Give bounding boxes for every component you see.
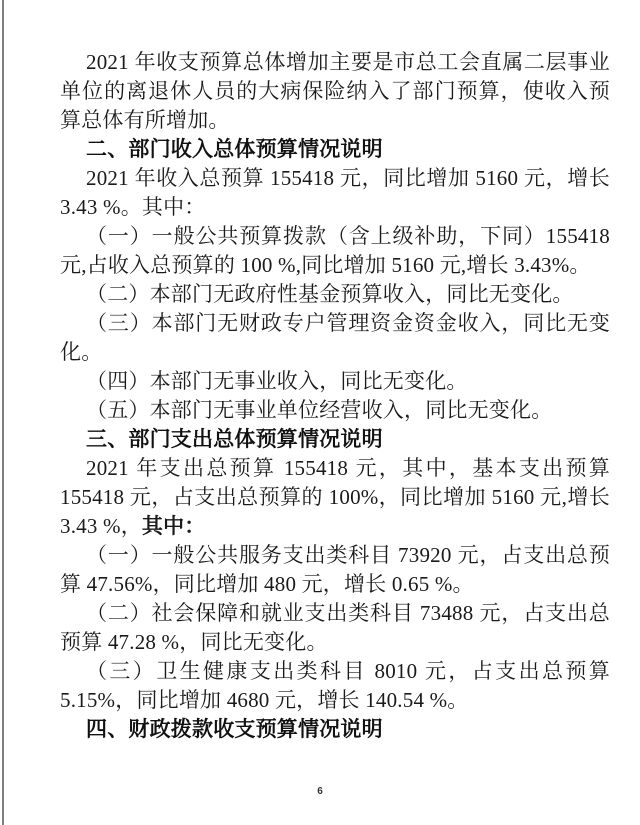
paragraph-budget-increase-reason: 2021 年收支预算总体增加主要是市总工会直属二层事业单位的离退休人员的大病保险纳入了部门预算，使收入预算总体有所增加。 bbox=[60, 50, 610, 132]
paragraph-income-total: 2021 年收入总预算 155418 元，同比增加 5160 元，增长 3.43 %。其中： bbox=[60, 166, 610, 219]
paragraph-expenditure-item-1-general-public-service: （一）一般公共服务支出类科目 73920 元，占支出总预算 47.56%，同比增加 480 元，增长 0.65 %。 bbox=[60, 543, 610, 596]
page-number: 6 bbox=[317, 786, 323, 797]
paragraph-income-item-1-general-public-budget: （一）一般公共预算拨款（含上级补助，下同）155418 元,占收入总预算的 100 %,同比增加 5160 元,增长 3.43%。 bbox=[60, 224, 610, 277]
paragraph-expenditure-total-text: 2021 年支出总预算 155418 元，其中，基本支出预算 155418 元，占支出总预算的 100%，同比增加 5160 元,增长 3.43 %， bbox=[60, 456, 610, 538]
heading-section-4-fiscal-appropriation: 四、财政拨款收支预算情况说明 bbox=[86, 718, 383, 741]
paragraph-expenditure-total-bold-tail: 其中： bbox=[141, 515, 206, 538]
heading-section-2-income-overview: 二、部门收入总体预算情况说明 bbox=[86, 138, 383, 161]
paragraph-expenditure-total bbox=[60, 454, 610, 541]
page-edge-line bbox=[2, 0, 4, 825]
paragraph-income-item-4-business-income: （四）本部门无事业收入，同比无变化。 bbox=[86, 369, 468, 393]
paragraph-expenditure-item-3-health: （三）卫生健康支出类科目 8010 元，占支出总预算 5.15%，同比增加 4680 元，增长 140.54 %。 bbox=[60, 659, 610, 712]
paragraph-income-item-3-fiscal-special-account: （三）本部门无财政专户管理资金资金收入，同比无变化。 bbox=[60, 311, 610, 364]
heading-section-3-expenditure-overview: 三、部门支出总体预算情况说明 bbox=[86, 428, 383, 451]
paragraph-income-item-5-operating-income: （五）本部门无事业单位经营收入，同比无变化。 bbox=[86, 398, 553, 422]
paragraph-expenditure-item-2-social-security: （二）社会保障和就业支出类科目 73488 元，占支出总预算 47.28 %，同比无变化。 bbox=[60, 601, 610, 654]
document-body bbox=[60, 0, 610, 744]
paragraph-income-item-2-government-fund: （二）本部门无政府性基金预算收入，同比无变化。 bbox=[86, 282, 574, 306]
